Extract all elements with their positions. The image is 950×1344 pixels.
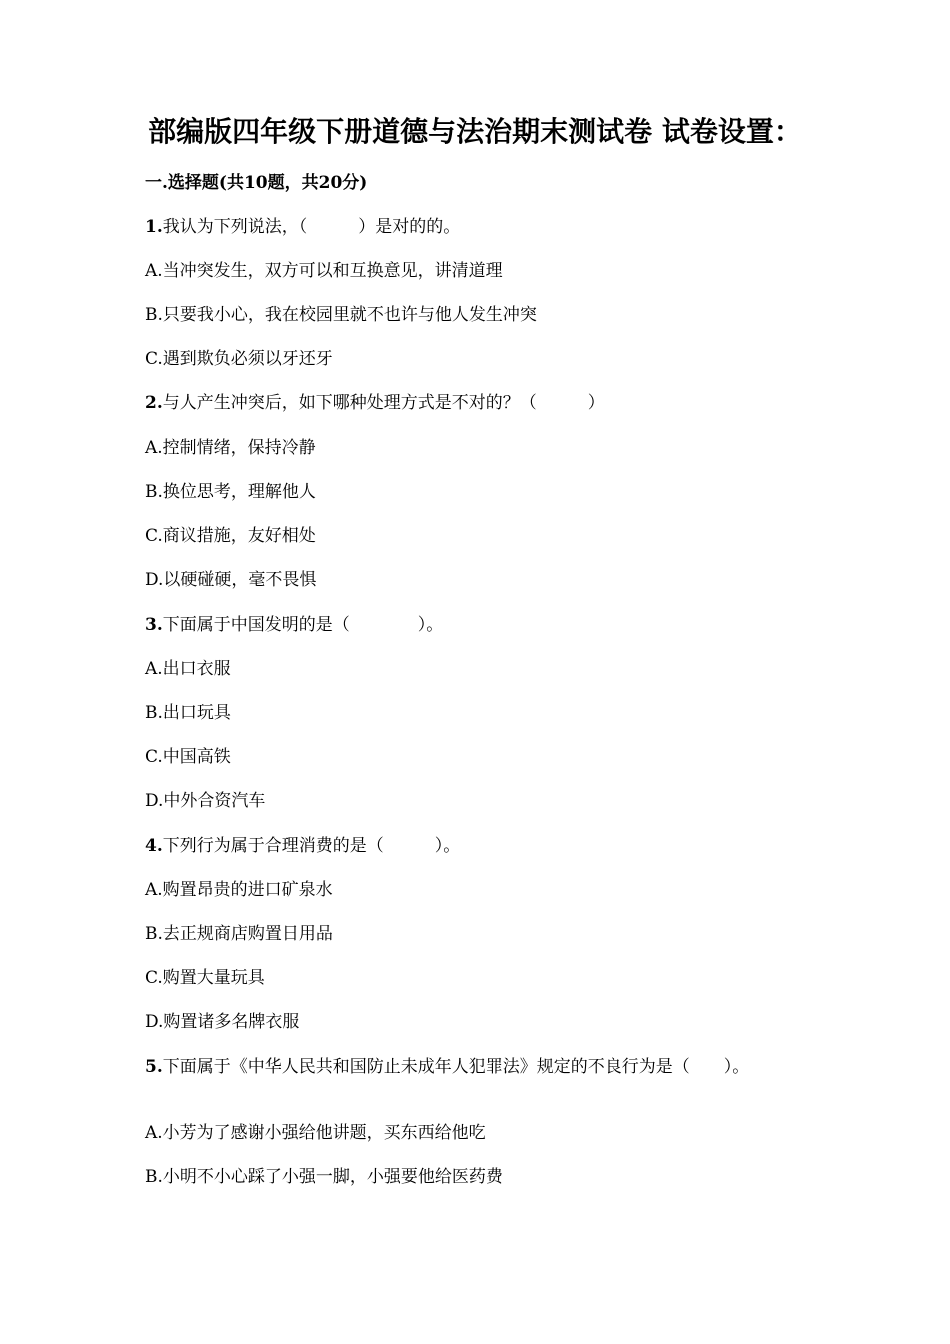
option-1c: C.遇到欺负必须以牙还牙 bbox=[145, 349, 333, 369]
question-number: 4. bbox=[145, 836, 163, 856]
question-text: 下面属于《中华人民共和国防止未成年人犯罪法》规定的不良行为是（ ）。 bbox=[162, 1057, 750, 1077]
question-1 bbox=[145, 215, 785, 239]
option-4a: A.购置昂贵的进口矿泉水 bbox=[145, 880, 333, 900]
option-1a: A.当冲突发生，双方可以和互换意见，讲清道理 bbox=[145, 261, 503, 281]
option-5a: A.小芳为了感谢小强给他讲题，买东西给他吃 bbox=[145, 1123, 486, 1143]
option-1b: B.只要我小心，我在校园里就不也许与他人发生冲突 bbox=[145, 305, 537, 325]
question-text: 下列行为属于合理消费的是（ ）。 bbox=[162, 836, 461, 856]
option-3a: A.出口衣服 bbox=[145, 659, 231, 679]
question-text: 我认为下列说法，（ ）是对的的。 bbox=[162, 217, 461, 237]
option-2a: A.控制情绪，保持冷静 bbox=[145, 438, 316, 458]
question-4 bbox=[145, 834, 785, 858]
section-heading: 一.选择题(共10题，共20分) bbox=[145, 173, 368, 193]
question-number: 1. bbox=[145, 217, 163, 237]
option-2c: C.商议措施，友好相处 bbox=[145, 526, 316, 546]
question-text: 下面属于中国发明的是（ ）。 bbox=[162, 615, 444, 635]
question-number: 3. bbox=[145, 615, 163, 635]
option-5b: B.小明不小心踩了小强一脚，小强要他给医药费 bbox=[145, 1167, 503, 1187]
question-3 bbox=[145, 613, 785, 637]
option-4b: B.去正规商店购置日用品 bbox=[145, 924, 333, 944]
question-2 bbox=[145, 391, 785, 415]
option-4d: D.购置诸多名牌衣服 bbox=[145, 1012, 300, 1032]
option-3b: B.出口玩具 bbox=[145, 703, 231, 723]
option-3c: C.中国高铁 bbox=[145, 747, 231, 767]
option-4c: C.购置大量玩具 bbox=[145, 968, 265, 988]
question-number: 2. bbox=[145, 393, 163, 413]
page-title: 部编版四年级下册道德与法治期末测试卷 试卷设置： bbox=[148, 115, 802, 148]
question-5 bbox=[145, 1055, 770, 1079]
option-3d: D.中外合资汽车 bbox=[145, 791, 266, 811]
option-2d: D.以硬碰硬，毫不畏惧 bbox=[145, 570, 317, 590]
question-text: 与人产生冲突后，如下哪种处理方式是不对的？（ ） bbox=[162, 393, 605, 413]
question-number: 5. bbox=[145, 1057, 163, 1077]
option-2b: B.换位思考，理解他人 bbox=[145, 482, 316, 502]
